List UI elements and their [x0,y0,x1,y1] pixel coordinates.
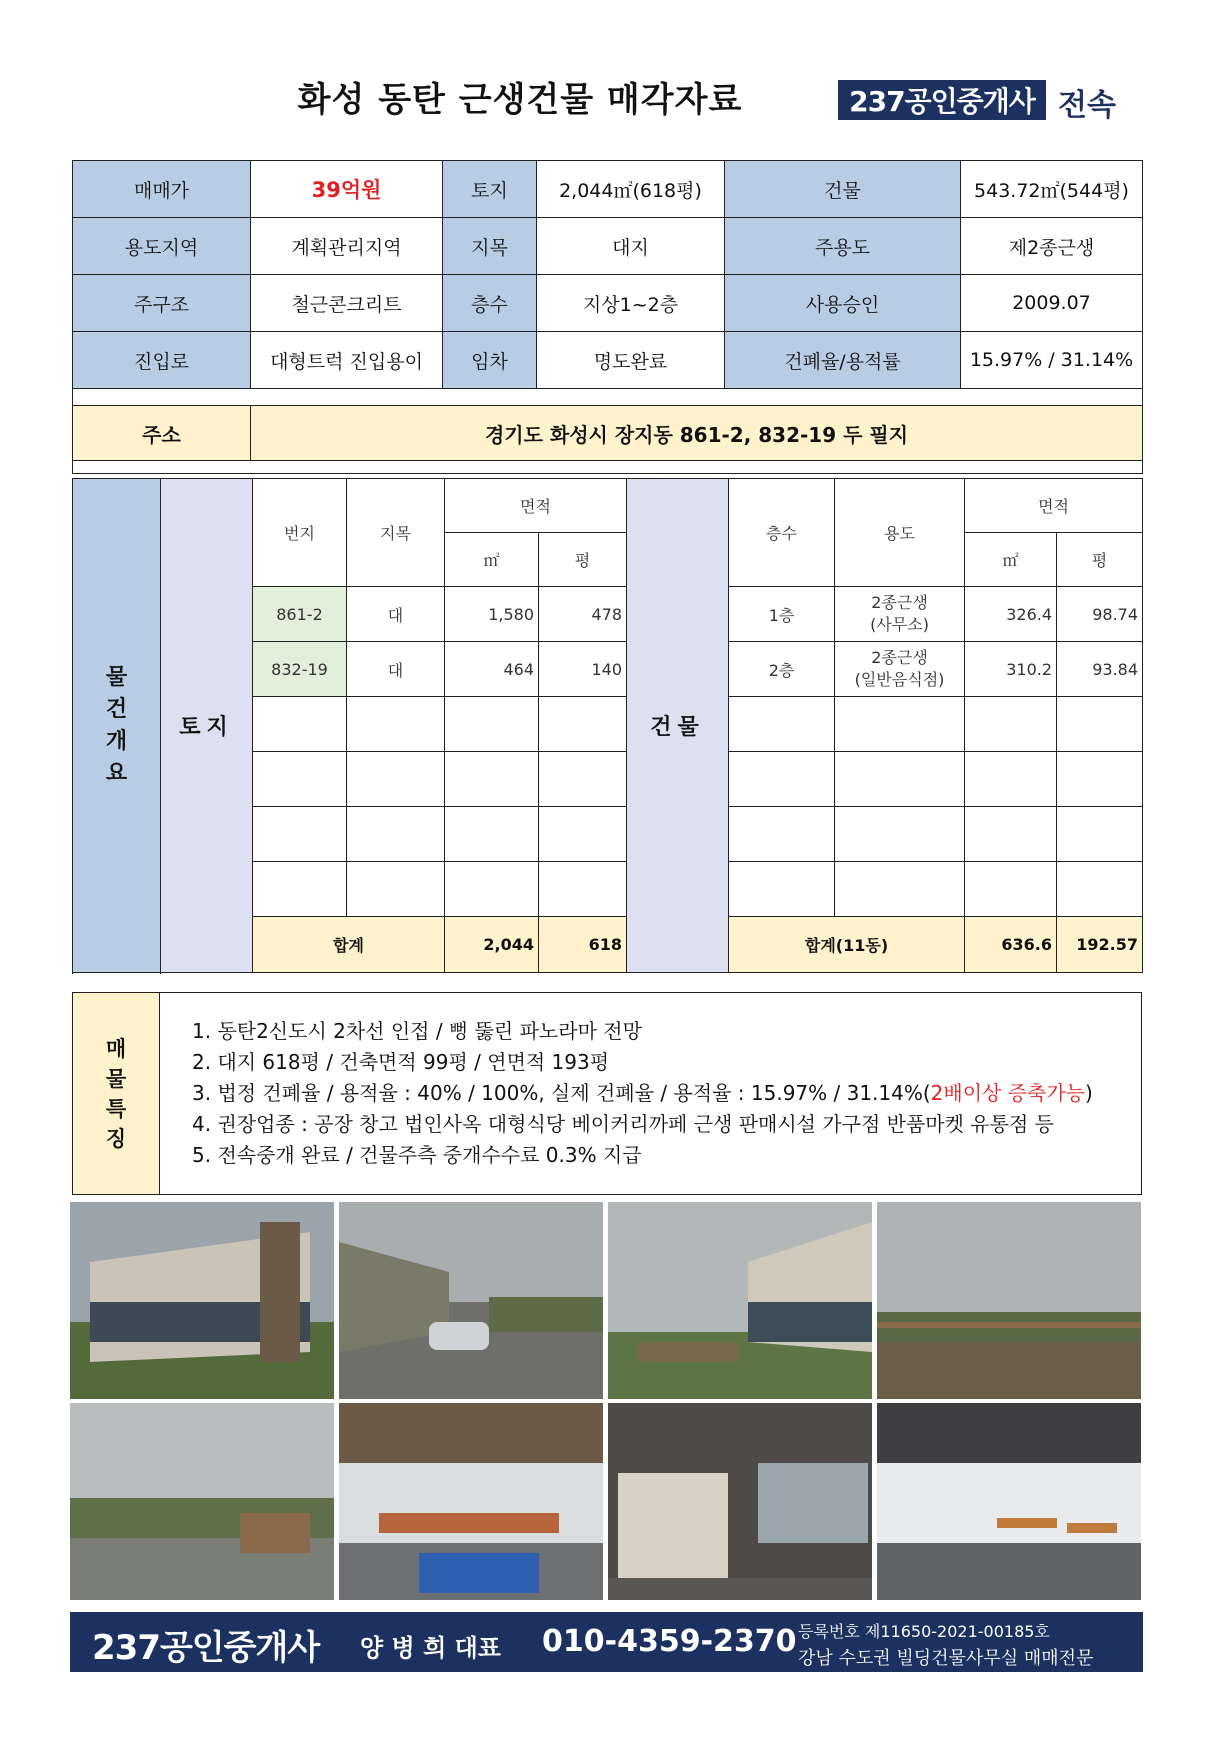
summary-label: 사용승인 [725,275,961,332]
land-sqm: 1,580 [445,587,539,642]
building-total-sqm: 636.6 [965,917,1057,973]
features-table [72,992,1142,1195]
summary-label: 용도지역 [73,218,251,275]
interior-counter-photo [608,1403,872,1600]
exclusive-label: 전속 [1058,88,1116,123]
address-label: 주소 [73,406,251,461]
summary-row [73,275,1143,332]
land-pyeong: 478 [539,587,627,642]
interior-office-photo [877,1403,1141,1600]
price-value: 39억원 [251,161,443,218]
page-title: 화성 동탄 근생건물 매각자료 [297,80,743,120]
summary-value: 지상1~2층 [537,275,725,332]
header-sqm: ㎡ [445,533,539,587]
summary-value: 계획관리지역 [251,218,443,275]
summary-label: 주용도 [725,218,961,275]
header-pyeong: 평 [1057,533,1143,587]
header-sqm: ㎡ [965,533,1057,587]
header-use: 용도 [835,479,965,587]
summary-label: 임차 [443,332,537,389]
rooftop-view-photo [70,1403,334,1600]
summary-value: 철근콘크리트 [251,275,443,332]
summary-value: 제2종근생 [961,218,1143,275]
brand-badge: 237공인중개사 [838,80,1046,120]
summary-label: 건폐율/용적률 [725,332,961,389]
summary-label: 지목 [443,218,537,275]
summary-value: 15.97% / 31.14% [961,332,1143,389]
building-sqm: 326.4 [965,587,1057,642]
address-row [73,406,1143,461]
summary-row [73,218,1143,275]
summary-label: 건물 [725,161,961,218]
footer-banner [70,1612,1143,1672]
interior-hall-photo [339,1403,603,1600]
footer-representative: 양 병 희 대표 [360,1634,501,1662]
building-sqm: 310.2 [965,642,1057,697]
land-category: 대 [347,587,445,642]
photo-grid [70,1202,1143,1600]
spacer-row [73,461,1143,474]
feature-item: 1. 동탄2신도시 2차선 인접 / 뻥 뚫린 파노라마 전망 [192,1019,642,1043]
building-floor: 1층 [729,587,835,642]
building-label: 건물 [627,479,729,973]
features-label: 매물특징 [73,993,160,1195]
header-area: 면적 [965,479,1143,533]
overview-table [72,478,1143,973]
summary-label: 매매가 [73,161,251,218]
header-area: 면적 [445,479,627,533]
summary-label: 토지 [443,161,537,218]
summary-label: 진입로 [73,332,251,389]
land-sqm: 464 [445,642,539,697]
building-total-label: 합계(11동) [729,917,965,973]
summary-value: 대지 [537,218,725,275]
feature-item: 5. 전속중개 완료 / 건물주측 중개수수료 0.3% 지급 [192,1143,642,1167]
footer-brand: 237공인중개사 [92,1628,320,1668]
header-floor: 층수 [729,479,835,587]
summary-value: 543.72㎡(544평) [961,161,1143,218]
overview-side-label: 물건개요 [73,479,161,973]
land-total-sqm: 2,044 [445,917,539,973]
building-pyeong: 93.84 [1057,642,1143,697]
feature-item: 4. 권장업종 : 공장 창고 법인사옥 대형식당 베이커리까페 근생 판매시설 가구점 반품마켓 유통점 등 [192,1112,1054,1136]
summary-label: 주구조 [73,275,251,332]
address-value: 경기도 화성시 장지동 861-2, 832-19 두 필지 [251,406,1143,461]
building-side-photo [608,1202,872,1399]
summary-value: 2009.07 [961,275,1143,332]
summary-row [73,332,1143,389]
land-pyeong: 140 [539,642,627,697]
summary-row [73,161,1143,218]
land-category: 대 [347,642,445,697]
feature-item: 2. 대지 618평 / 건축면적 99평 / 연면적 193평 [192,1050,610,1074]
spacer-row [73,389,1143,406]
footer-registration: 등록번호 제11650-2021-00185호 [798,1622,1050,1641]
header-lot: 번지 [253,479,347,587]
parking-lot-photo [339,1202,603,1399]
summary-value: 대형트럭 진입용이 [251,332,443,389]
summary-value: 명도완료 [537,332,725,389]
panorama-view-photo [877,1202,1141,1399]
features-list [160,993,1142,1195]
footer-phone: 010-4359-2370 [542,1624,797,1659]
building-total-pyeong: 192.57 [1057,917,1143,973]
building-pyeong: 98.74 [1057,587,1143,642]
building-exterior-photo [70,1202,334,1399]
summary-value: 2,044㎡(618평) [537,161,725,218]
feature-item: 3. 법정 건폐율 / 용적율 : 40% / 100%, 실제 건폐율 / 용적율 : 15.97% / 31.14%(2배이상 증축가능) [192,1081,1093,1105]
summary-label: 층수 [443,275,537,332]
header-category: 지목 [347,479,445,587]
footer-description: 강남 수도권 빌딩건물사무실 매매전문 [798,1648,1094,1669]
summary-table [72,160,1143,474]
land-lot: 861-2 [253,587,347,642]
building-use: 2종근생 (일반음식점) [835,642,965,697]
building-use: 2종근생 (사무소) [835,587,965,642]
land-total-label: 합계 [253,917,445,973]
land-lot: 832-19 [253,642,347,697]
building-floor: 2층 [729,642,835,697]
header-pyeong: 평 [539,533,627,587]
land-label: 토지 [161,479,253,973]
land-total-pyeong: 618 [539,917,627,973]
